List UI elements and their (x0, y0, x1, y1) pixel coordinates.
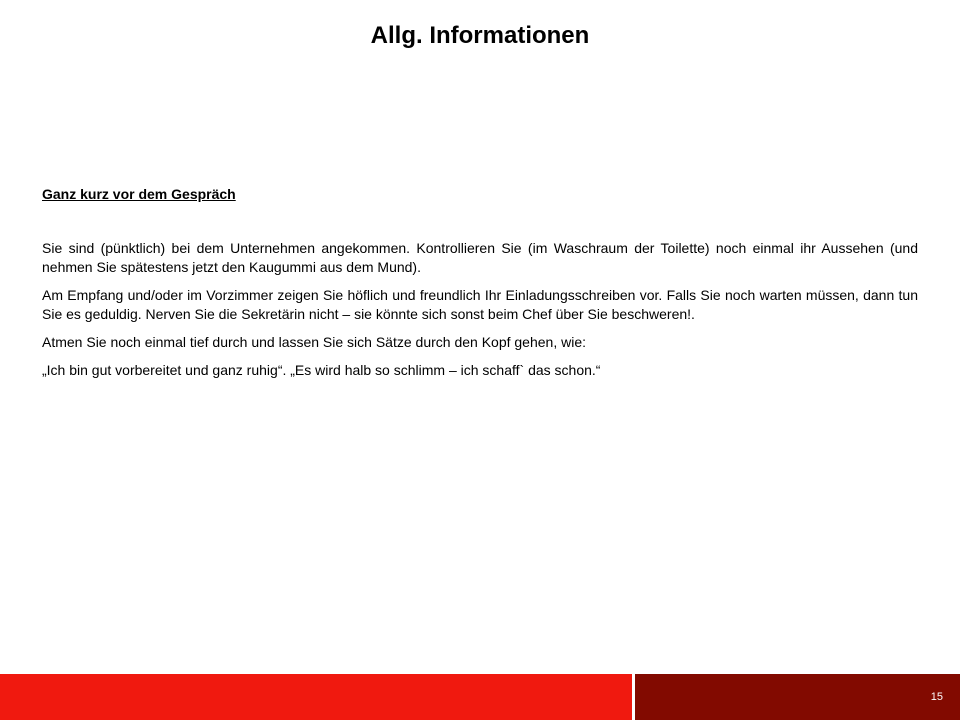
footer-left-bar (0, 674, 632, 720)
paragraph-quote: „Ich bin gut vorbereitet und ganz ruhig“. „Es wird halb so schlimm – ich schaff` das schon.“ (42, 362, 601, 378)
slide-body (42, 185, 918, 389)
footer-right-bar (635, 674, 960, 720)
footer-bar (0, 674, 960, 720)
paragraph-breathing: Atmen Sie noch einmal tief durch und lassen Sie sich Sätze durch den Kopf gehen, wie: (42, 334, 586, 350)
slide-title: Allg. Informationen (370, 22, 590, 49)
page-number: 15 (930, 691, 943, 703)
paragraph-reception: Am Empfang und/oder im Vorzimmer zeigen Sie höflich und freundlich Ihr Einladungsschreiben vor. Falls Sie noch warten müssen, dann tun Sie es geduldig. Nerven Sie die Sekretärin nicht – sie könnte sich sonst beim Chef über Sie beschweren!. (42, 287, 918, 322)
paragraph-arrival: Sie sind (pünktlich) bei dem Unternehmen angekommen. Kontrollieren Sie (im Waschraum der Toilette) noch einmal ihr Aussehen (und nehmen Sie spätestens jetzt den Kaugummi aus dem Mund). (42, 240, 918, 275)
section-heading: Ganz kurz vor dem Gespräch (42, 186, 236, 202)
